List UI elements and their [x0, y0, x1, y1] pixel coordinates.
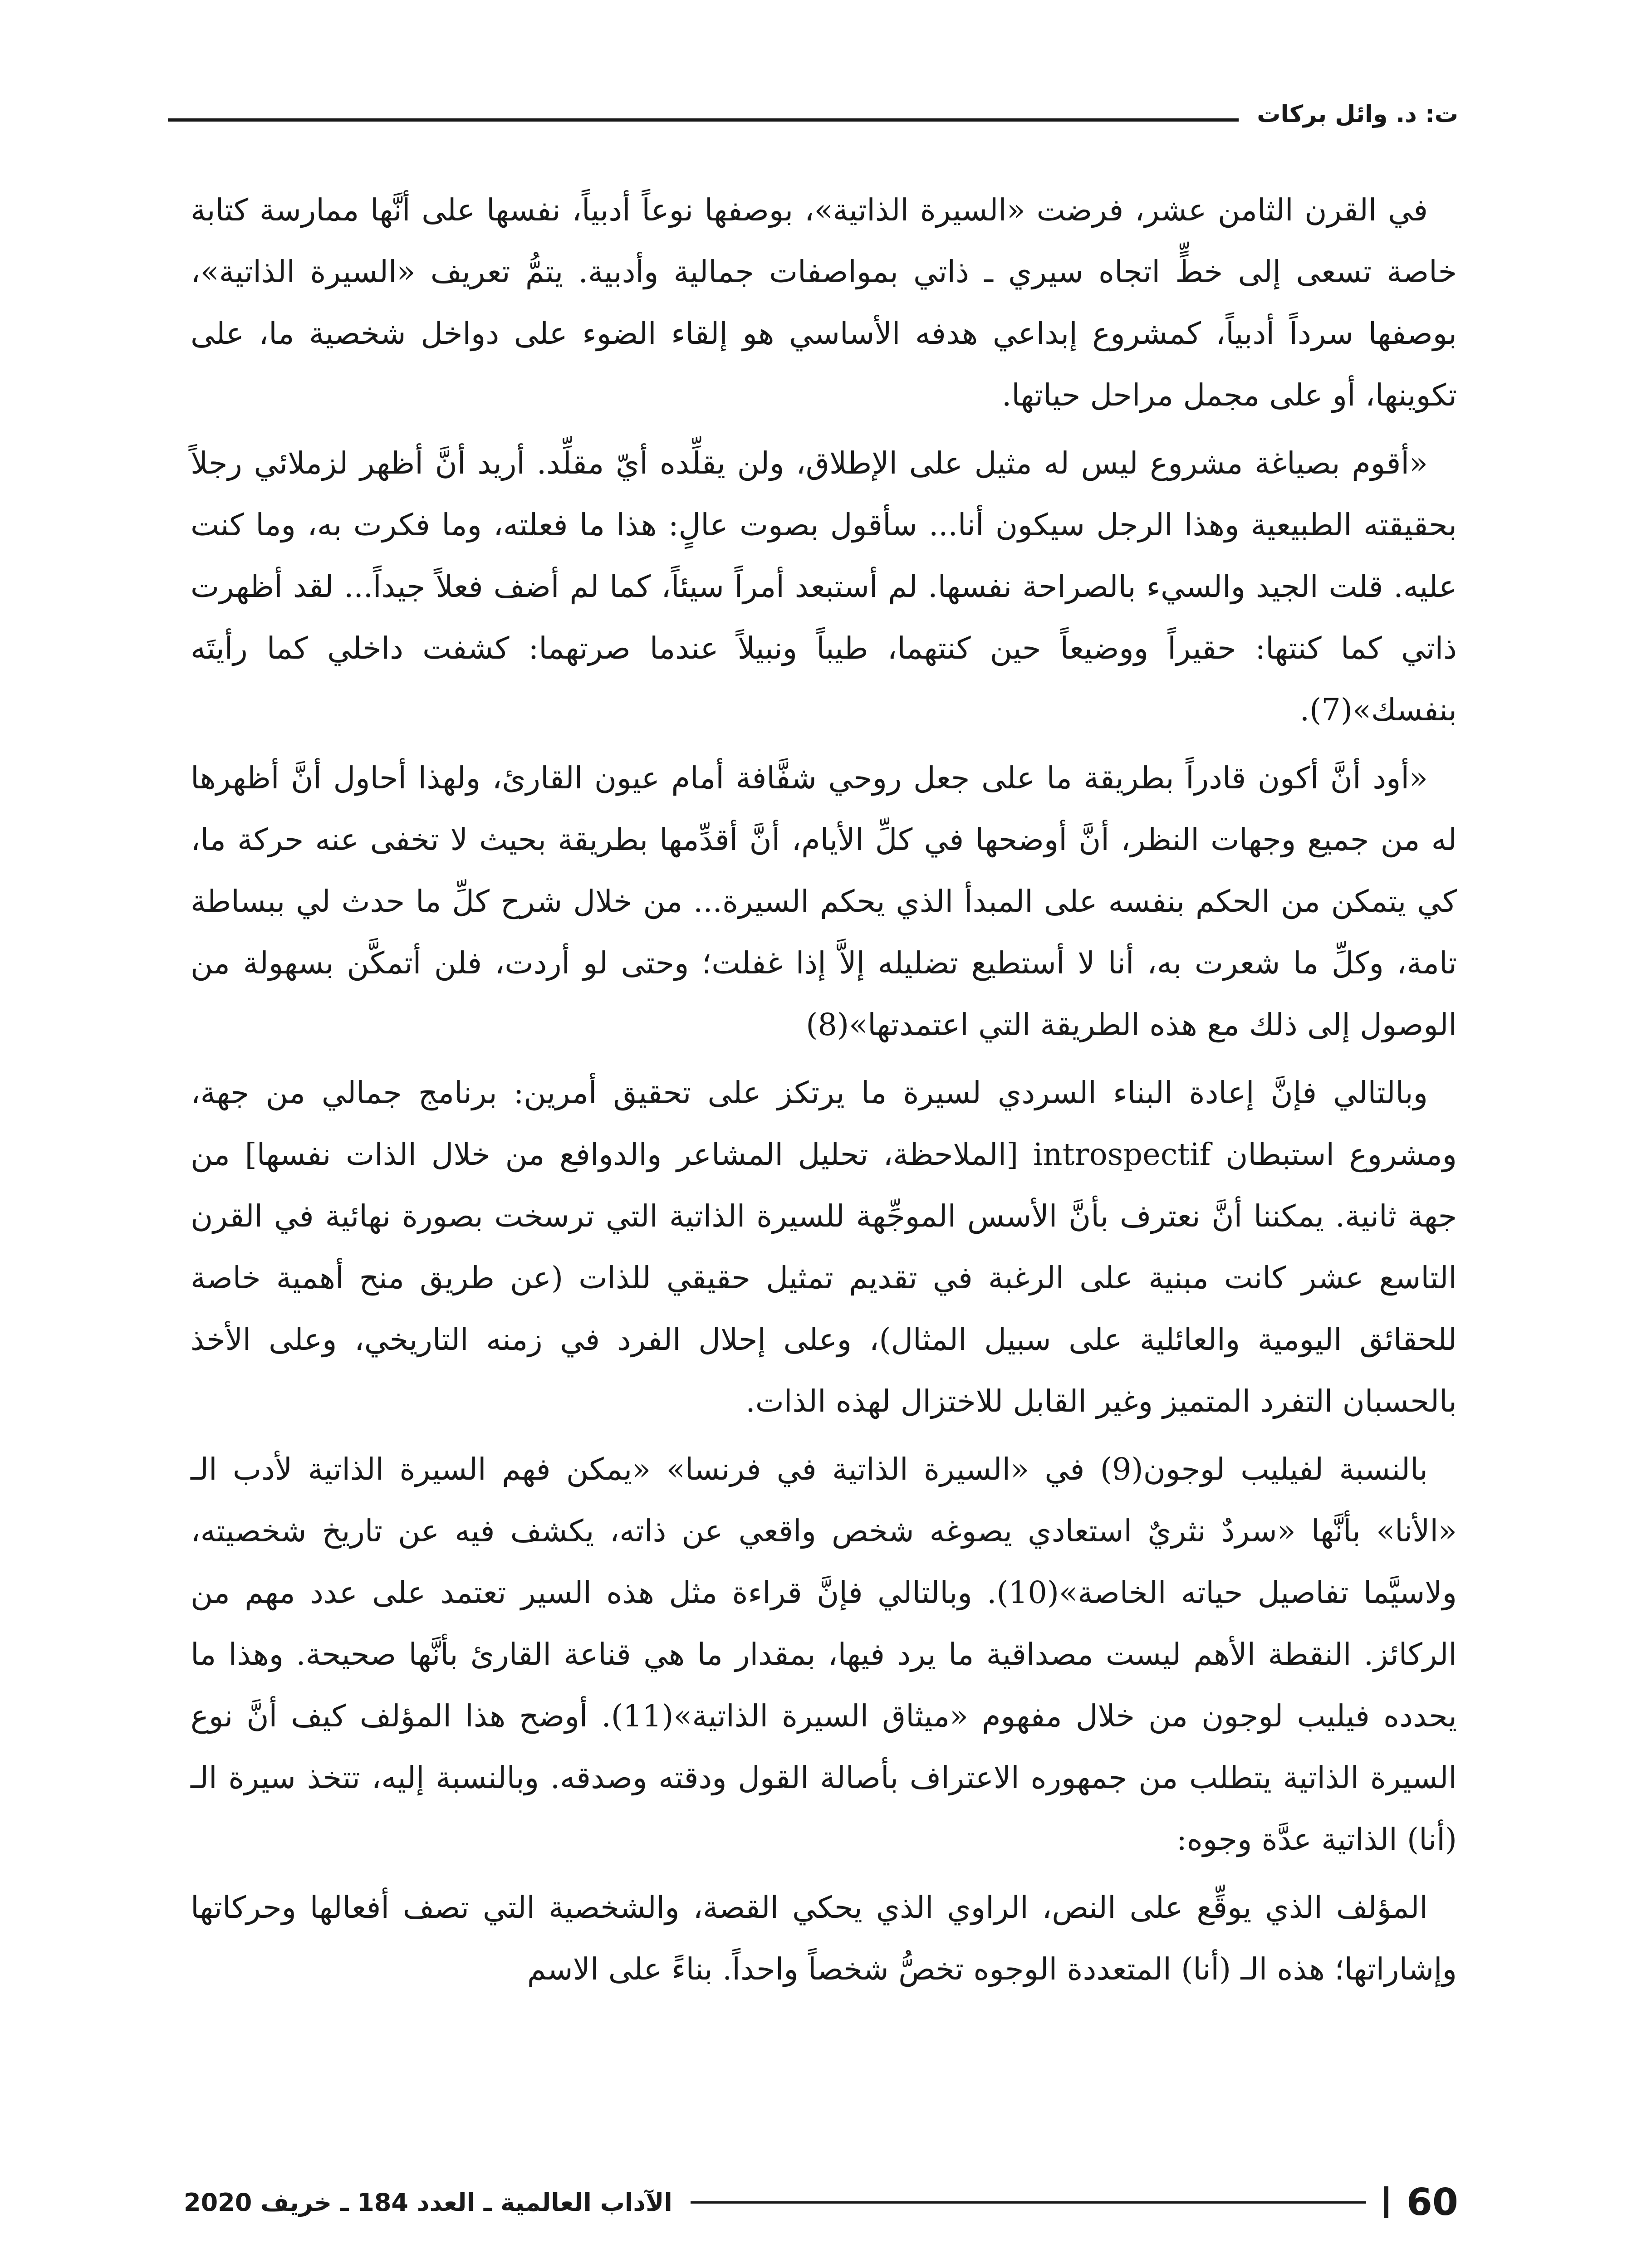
paragraph-5: بالنسبة لفيليب لوجون(9) في «السيرة الذاتية في فرنسا» «يمكن فهم السيرة الذاتية لأدب الـ «الأنا» بأنَّها «سردٌ نثريٌ استعادي يصوغه شخص واقعي عن ذاته، يكشف فيه عن تاريخ شخصيته، ولاسيَّما تفاصيل حياته الخاصة»(10). وبالتالي فإنَّ قراءة مثل هذه السير تعتمد على عدد مهم من الركائز. النقطة الأهم ليست مصداقية ما يرد فيها، بمقدار ما هي قناعة القارئ بأنَّها صحيحة. وهذا ما يحدده فيليب لوجون من خلال مفهوم «ميثاق السيرة الذاتية»(11). أوضح هذا المؤلف كيف أنَّ نوع السيرة الذاتية يتطلب من جمهوره الاعتراف بأصالة القول ودقته وصدقه. وبالنسبة إليه، تتخذ سيرة الـ (أنا) الذاتية عدَّة وجوه:	[191, 1452, 1457, 1857]
paragraph-6: المؤلف الذي يوقِّع على النص، الراوي الذي يحكي القصة، والشخصية التي تصف أفعالها وحركاتها وإشاراتها؛ هذه الـ (أنا) المتعددة الوجوه تخصُّ شخصاً واحداً. بناءً على الاسم	[191, 1890, 1457, 1987]
header-rule	[168, 118, 1239, 122]
running-header-author: ت: د. وائل بركات	[1257, 101, 1458, 128]
article-body	[191, 179, 1457, 2006]
footer-separator-bar	[1384, 2186, 1388, 2218]
running-header	[184, 96, 1458, 132]
footer-journal-info: الآداب العالمية ـ العدد 184 ـ خريف 2020	[184, 2188, 672, 2217]
footer-rule	[691, 2201, 1366, 2204]
page-footer	[184, 2180, 1458, 2225]
paragraph-4: وبالتالي فإنَّ إعادة البناء السردي لسيرة ما يرتكز على تحقيق أمرين: برنامج جمالي من جهة، ومشروع استبطان introspectif [الملاحظة، تحليل المشاعر والدوافع من خلال الذات نفسها] من جهة ثانية. يمكننا أنَّ نعترف بأنَّ الأسس الموجِّهة للسيرة الذاتية التي ترسخت بصورة نهائية في القرن التاسع عشر كانت مبنية على الرغبة في تقديم تمثيل حقيقي للذات (عن طريق منح أهمية خاصة للحقائق اليومية والعائلية على سبيل المثال)، وعلى إحلال الفرد في زمنه التاريخي، وعلى الأخذ بالحسبان التفرد المتميز وغير القابل للاختزال لهذه الذات.	[191, 1075, 1457, 1419]
paragraph-2: «أقوم بصياغة مشروع ليس له مثيل على الإطلاق، ولن يقلِّده أيّ مقلِّد. أريد أنَّ أظهر لزملائي رجلاً بحقيقته الطبيعية وهذا الرجل سيكون أنا... سأقول بصوت عالٍ: هذا ما فعلته، وما فكرت به، وما كنت عليه. قلت الجيد والسيء بالصراحة نفسها. لم أستبعد أمراً سيئاً، كما لم أضف فعلاً جيداً... لقد أظهرت ذاتي كما كنتها: حقيراً ووضيعاً حين كنتهما، طيباً ونبيلاً عندما صرتهما: كشفت داخلي كما رأيتَه بنفسك»(7).	[191, 445, 1457, 728]
page-number: 60	[1406, 2180, 1458, 2224]
paragraph-1: في القرن الثامن عشر، فرضت «السيرة الذاتية»، بوصفها نوعاً أدبياً، نفسها على أنَّها ممارسة كتابة خاصة تسعى إلى خطٍّ اتجاه سيري ـ ذاتي بمواصفات جمالية وأدبية. يتمُّ تعريف «السيرة الذاتية»، بوصفها سرداً أدبياً، كمشروع إبداعي هدفه الأساسي هو إلقاء الضوء على دواخل شخصية ما، على تكوينها، أو على مجمل مراحل حياتها.	[191, 192, 1457, 413]
paragraph-3: «أود أنَّ أكون قادراً بطريقة ما على جعل روحي شفَّافة أمام عيون القارئ، ولهذا أحاول أنَّ أظهرها له من جميع وجهات النظر، أنَّ أوضحها في كلِّ الأيام، أنَّ أقدِّمها بطريقة بحيث لا تخفى عنه حركة ما، كي يتمكن من الحكم بنفسه على المبدأ الذي يحكم السيرة... من خلال شرح كلِّ ما حدث لي ببساطة تامة، وكلِّ ما شعرت به، أنا لا أستطيع تضليله إلاَّ إذا غفلت؛ وحتى لو أردت، فلن أتمكَّن بسهولة من الوصول إلى ذلك مع هذه الطريقة التي اعتمدتها»(8)	[191, 760, 1457, 1042]
